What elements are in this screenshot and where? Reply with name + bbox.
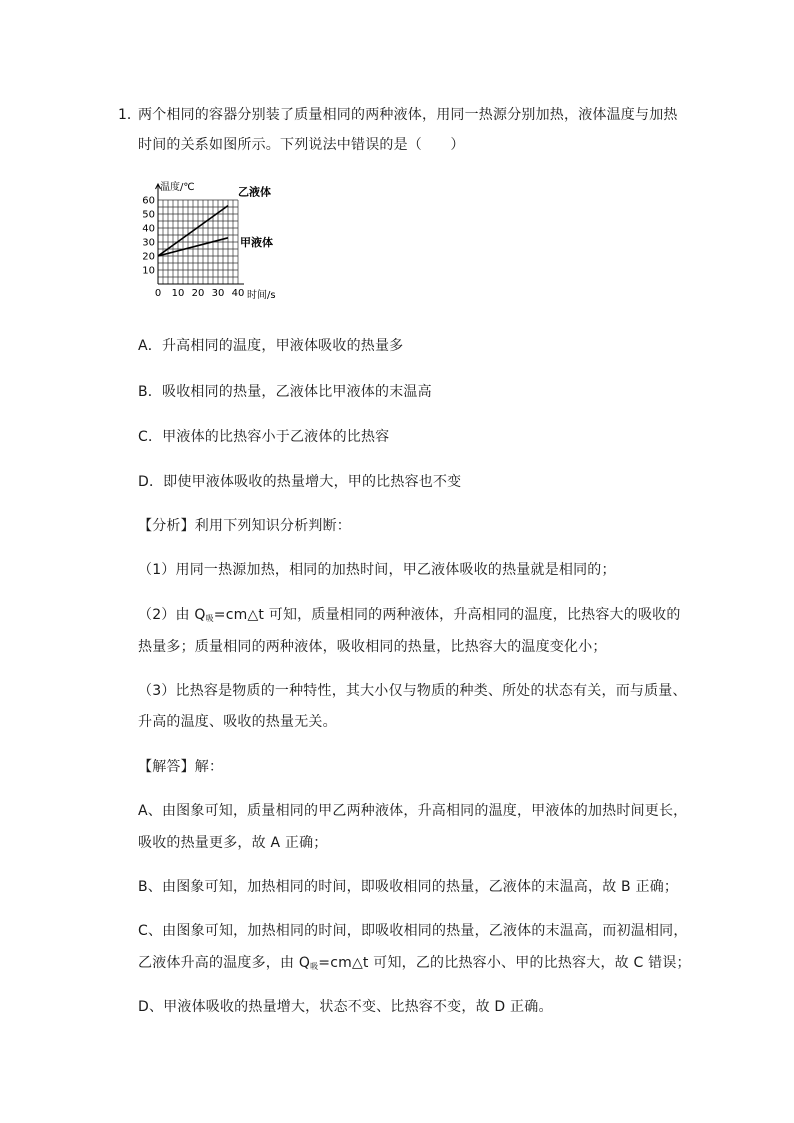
series-label-0: 乙液体 [238, 185, 271, 199]
x-tick-label: 30 [211, 288, 225, 299]
x-axis-label: 时间/s [247, 290, 276, 301]
analysis-point-3-line-2: 升高的温度、吸收的热量无关。 [138, 714, 337, 730]
analysis-point-2-pre: （2）由 Q [138, 607, 206, 623]
answer-title: 【解答】解： [138, 759, 224, 775]
chart-grid [158, 200, 238, 284]
analysis-point-3-line-1: （3）比热容是物质的一种特性，其大小仅与物质的种类、所处的状态有关，而与质量、 [138, 683, 687, 699]
y-axis-label: 温度/℃ [160, 182, 195, 193]
option-c: C．甲液体的比热容小于乙液体的比热容 [138, 429, 390, 445]
x-tick-label: 10 [171, 288, 185, 299]
question-number: 1． [118, 107, 141, 123]
y-tick-label: 40 [142, 223, 155, 235]
temperature-time-chart [138, 181, 308, 309]
answer-c-line-2-subscript: 吸 [310, 962, 319, 971]
answer-a-line-1: A、由图象可知，质量相同的甲乙两种液体，升高相同的温度，甲液体的加热时间更长， [138, 803, 688, 819]
question-stem-line-2: 时间的关系如图所示。下列说法中错误的是（ ） [138, 137, 465, 153]
analysis-point-2-post: =cm△t 可知，质量相同的两种液体，升高相同的温度，比热容大的吸收的 [213, 607, 681, 623]
chart-svg [138, 181, 308, 305]
answer-a-line-2: 吸收的热量更多，故 A 正确； [138, 835, 328, 851]
answer-c-line-1: C、由图象可知，加热相同的时间，即吸收相同的热量，乙液体的末温高，而初温相同， [138, 923, 688, 939]
y-tick-label: 50 [142, 209, 155, 221]
analysis-point-2-line-2: 热量多；质量相同的两种液体，吸收相同的热量，比热容大的温度变化小； [138, 639, 607, 655]
x-tick-label: 40 [231, 288, 245, 299]
answer-b-line-1: B、由图象可知，加热相同的时间，即吸收相同的热量，乙液体的末温高，故 B 正确； [138, 879, 679, 895]
series-label-1: 甲液体 [240, 235, 273, 249]
answer-c-line-2-post: =cm△t 可知，乙的比热容小、甲的比热容大，故 C 错误； [318, 955, 691, 971]
y-tick-label: 60 [142, 195, 155, 207]
question-stem-line-1: 两个相同的容器分别装了质量相同的两种液体，用同一热源分别加热，液体温度与加热 [138, 107, 678, 123]
chart-axes [156, 184, 245, 284]
option-d: D．即使甲液体吸收的热量增大，甲的比热容也不变 [138, 474, 462, 490]
analysis-title: 【分析】利用下列知识分析判断： [138, 518, 351, 534]
option-b: B．吸收相同的热量，乙液体比甲液体的末温高 [138, 384, 432, 400]
x-tick-label: 0 [154, 288, 162, 299]
y-tick-label: 20 [142, 251, 155, 263]
chart-labels [142, 181, 275, 301]
analysis-point-2-line-1 [138, 606, 698, 628]
answer-c-line-2-pre: 乙液体升高的温度多，由 Q [138, 955, 311, 971]
answer-c-line-2 [138, 954, 698, 976]
analysis-point-2-subscript: 吸 [205, 614, 214, 623]
y-tick-label: 10 [142, 265, 155, 277]
option-a: A．升高相同的温度，甲液体吸收的热量多 [138, 338, 404, 354]
x-tick-label: 20 [191, 288, 205, 299]
answer-d-line-1: D、甲液体吸收的热量增大，状态不变、比热容不变，故 D 正确。 [138, 999, 553, 1015]
analysis-point-1: （1）用同一热源加热，相同的加热时间，甲乙液体吸收的热量就是相同的； [138, 562, 616, 578]
y-tick-label: 30 [142, 237, 155, 249]
